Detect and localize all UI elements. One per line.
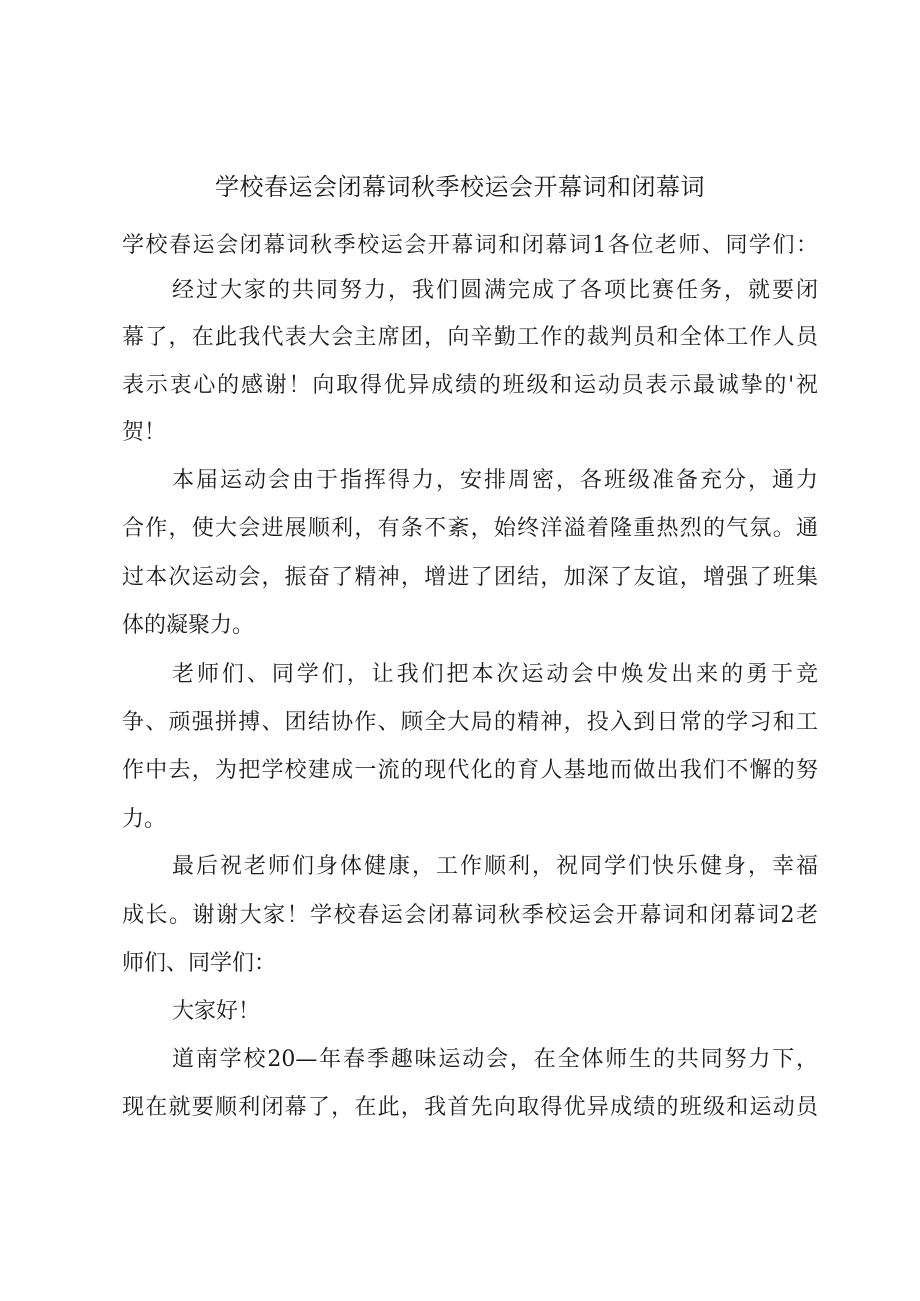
text-line: 师们、同学们：: [122, 951, 277, 976]
text-line: 作中去，为把学校建成一流的现代化的育人基地而做出我们不懈的努: [122, 758, 818, 783]
text-line: 现在就要顺利闭幕了，在此，我首先向取得优异成绩的班级和运动员: [122, 1095, 818, 1120]
text-line: 道南学校20—年春季趣味运动会，在全体师生的共同努力下，: [172, 1047, 818, 1072]
text-line: 贺！: [122, 420, 167, 445]
text-line: 争、顽强拼搏、团结协作、顾全大局的精神，投入到日常的学习和工: [122, 710, 818, 735]
document-title: 学校春运会闭幕词秋季校运会开幕词和闭幕词: [215, 173, 705, 201]
text-line: 成长。谢谢大家！学校春运会闭幕词秋季校运会开幕词和闭幕词2老: [122, 903, 818, 928]
text-line: 力。: [122, 807, 167, 832]
text-line: 最后祝老师们身体健康，工作顺利，祝同学们快乐健身，幸福: [172, 854, 818, 879]
text-line: 老师们、同学们，让我们把本次运动会中焕发出来的勇于竞: [172, 662, 818, 687]
text-line: 经过大家的共同努力，我们圆满完成了各项比赛任务，就要闭: [172, 278, 818, 303]
text-line: 大家好！: [172, 999, 261, 1024]
text-line: 体的凝聚力。: [122, 613, 255, 638]
text-line: 过本次运动会，振奋了精神，增进了团结，加深了友谊，增强了班集: [122, 565, 818, 590]
text-line: 本届运动会由于指挥得力，安排周密，各班级准备充分，通力: [172, 468, 818, 493]
text-line: 幕了，在此我代表大会主席团，向辛勤工作的裁判员和全体工作人员: [122, 325, 818, 350]
text-line: 合作，使大会进展顺利，有条不紊，始终洋溢着隆重热烈的气氛。通: [122, 516, 818, 541]
text-line: 表示衷心的感谢！向取得优异成绩的班级和运动员表示最诚挚的'祝: [122, 373, 818, 398]
text-line: 学校春运会闭幕词秋季校运会开幕词和闭幕词1各位老师、同学们：: [122, 233, 818, 258]
